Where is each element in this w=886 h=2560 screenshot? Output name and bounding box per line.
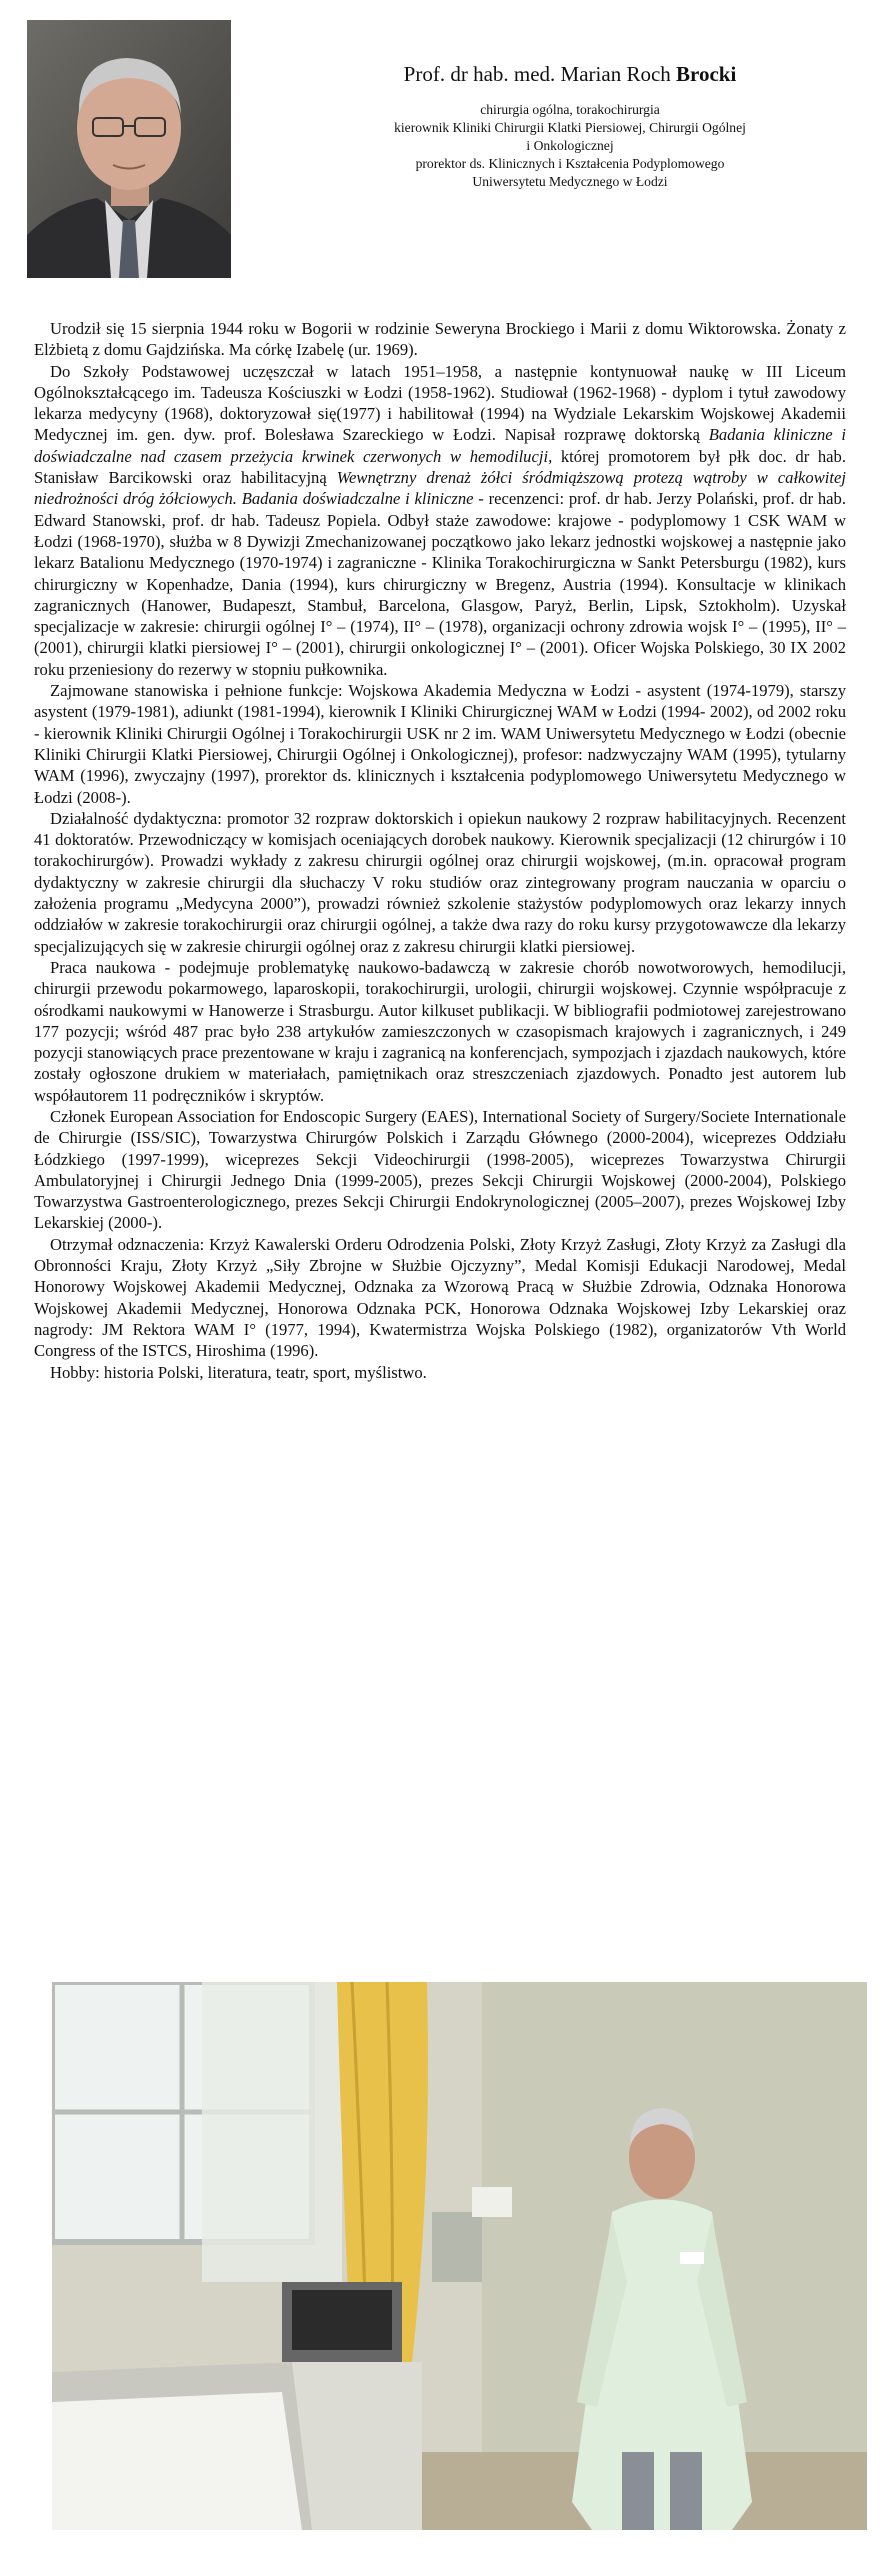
bio-paragraph-memberships: Członek European Association for Endoscopic Surgery (EAES), International Society of Surgery/Societe Internationale de Chirurgie (ISS/SIC), Towarzystwa Chirurgów Polskich i Zarządu Głównego (2000-2004), wiceprezes Oddziału Łódzkiego (1997-1999), wiceprezes Sekcji Videochirurgii (1998-2005), wiceprezes Towarzystwa Chirurgii Ambulatoryjnej i Chirurgii Jednego Dnia (1999-2005), prezes Sekcji Chirurgii Wojskowej (2000-2004), Polskiego Towarzystwa Gastroenterologicznego, prezes Sekcji Chirurgii Endokrynologicznej (2005–2007), prezes Wojskowej Izby Lekarskiej (2000-). [34,1106,846,1233]
bio-education-text: Do Szkoły Podstawowej uczęszczał w latach 1951–1958, a następnie kontynuował naukę w III Liceum Ogólnokształcącego im. Tadeusza Kościuszki w Łodzi (1958-1962). Studiował (1962-1968) - dyplom i tytuł zawodowy lekarza medycyny (1968), doktoryzował się(1977) i habilitował (1994) na Wydziale Lekarskim Wojskowej Akademii Medycznej im. gen. dyw. prof. Bolesława Szareckiego w Łodzi. Napisał rozprawę doktorską [34,361,846,445]
profile-header [290,62,850,191]
bio-paragraph-education [34,361,846,680]
name-prefix: Prof. dr hab. med. Marian Roch [403,62,677,86]
bio-education-text-3: - recenzenci: prof. dr hab. Jerzy Polański, prof. dr hab. Edward Stanowski, prof. dr hab. Tadeusz Popiela. Odbył staże zawodowe: krajowe - podyplomowy 1 CSK WAM w Łodzi (1968-1970), służba w 8 Dywizji Zmechanizowanej początkowo jako lekarz jednostki wojskowej a następnie jako lekarz Batalionu Medycznego (1970-1974) i zagraniczne - Klinika Torakochirurgiczna w Sankt Petersburgu (1982), kurs chirurgiczny w Kopenhadze, Dania (1994), kurs chirurgiczny w Bregenz, Austria (1994). Konsultacje w klinikach zagranicznych (Hanower, Budapeszt, Stambuł, Barcelona, Glasgow, Paryż, Berlin, Lipsk, Sztokholm). Uzyskał specjalizacje w zakresie: chirurgii ogólnej I° – (1974), II° – (1978), organizacji ochrony zdrowia wojsk I° – (1995), II° – (2001), chirurgii klatki piersiowej I° – (2001), chirurgii onkologicznej I° – (2001). Oficer Wojska Polskiego, 30 IX 2002 roku przeniesiony do rezerwy w stopniu pułkownika. [34,489,846,679]
hospital-room-photo [52,1982,867,2530]
position-line-4: prorektor ds. Klinicznych i Kształcenia Podyplomowego [415,156,725,171]
bio-paragraph-awards: Otrzymał odznaczenia: Krzyż Kawalerski Orderu Odrodzenia Polski, Złoty Krzyż Zasługi, Złoty Krzyż za Zasługi dla Obronności Kraju, Złoty Krzyż „Siły Zbrojne w Służbie Ojczyzny”, Medal Komisji Edukacji Narodowej, Medal Honorowy Wojskowej Akademii Medycznej, Odznaka za Wzorową Pracą w Służbie Zdrowia, Odznaka Honorowa Wojskowej Akademii Medycznej, Honorowa Odznaka PCK, Honorowa Odznaka Wojskowej Izby Lekarskiej oraz nagrody: JM Rektora WAM I° (1977, 1994), Kwatermistrza Wojska Polskiego (1982), organizatorów Vth World Congress of the ISTCS, Hiroshima (1996). [34,1234,846,1361]
biography [34,318,846,1383]
surname: Brocki [676,62,737,86]
person-name [290,62,850,87]
bio-education-text-2: której promotorem był płk doc. dr hab. Stanisław Barcikowski oraz habilitacyjną [34,446,846,488]
bio-paragraph-teaching: Działalność dydaktyczna: promotor 32 rozpraw doktorskich i opiekun naukowy 2 rozpraw habilitacyjnych. Recenzent 41 doktoratów. Przewodniczący w komisjach oceniających dorobek naukowy. Kierownik specjalizacji (12 chirurgów i 10 torakochirurgów). Prowadzi wykłady z zakresu chirurgii ogólnej oraz chirurgii wojskowej, (m.in. opracował program dydaktyczny w zakresie chirurgii dla słuchaczy V roku studiów oraz zintegrowany program nauczania w oparciu o założenia programu „Medycyna 2000”), prowadzi również szkolenie stażystów podyplomowych oraz lekarzy innych oddziałów w zakresie torakochirurgii oraz chirurgii ogólnej, a także dwa razy do roku kursy przygotowawcze dla lekarzy specjalizujących się w zakresie chirurgii ogólnej oraz z zakresu chirurgii klatki piersiowej. [34,808,846,956]
bio-paragraph-positions: Zajmowane stanowiska i pełnione funkcje: Wojskowa Akademia Medyczna w Łodzi - asystent (1974-1979), starszy asystent (1979-1981), adiunkt (1981-1994), kierownik I Kliniki Chirurgicznej WAM w Łodzi (1994- 2002), od 2002 roku - kierownik Kliniki Chirurgii Ogólnej i Torakochirurgii USK nr 2 im. WAM Uniwersytetu Medycznego w Łodzi (obecnie Kliniki Chirurgii Klatki Piersiowej, Chirurgii Ogólnej i Onkologicznej), profesor: nadzwyczajny WAM (1995), tytularny WAM (1996), zwyczajny (1997), prorektor ds. klinicznych i kształcenia podyplomowego Uniwersytetu Medycznego w Łodzi (2008-). [34,681,846,807]
habilitation-thesis-title: Wewnętrzny drenaż żółci śródmiąższową protezą wątroby w całkowitej niedrożności dróg żółciowych. Badania doświadczalne i kliniczne [34,468,846,509]
position-line-3: i Onkologicznej [526,138,614,153]
bio-paragraph-birth: Urodził się 15 sierpnia 1944 roku w Bogorii w rodzinie Seweryna Brockiego i Marii z domu Wiktorowska. Żonaty z Elżbietą z domu Gajdzińska. Ma córkę Izabelę (ur. 1969). [34,319,846,360]
position-line-2: kierownik Kliniki Chirurgii Klatki Piersiowej, Chirurgii Ogólnej [394,120,746,135]
doctoral-thesis-title: Badania kliniczne i doświadczalne nad czasem przeżycia krwinek czerwonych w hemodilucji, [34,425,846,466]
portrait-photo [27,20,231,278]
bio-paragraph-research: Praca naukowa - podejmuje problematykę naukowo-badawczą w zakresie chorób nowotworowych, hemodilucji, chirurgii przewodu pokarmowego, laparoskopii, torakochirurgii, urologii, chirurgii wojskowej. Czynnie współpracuje z ośrodkami naukowymi w Hanowerze i Strasburgu. Autor kilkuset publikacji. W bibliografii podmiotowej zarejestrowano 177 pozycji; wśród 487 prac było 238 artykułów zamieszczonych w czasopismach krajowych i zagranicznych, i 249 pozycji stanowiących prace prezentowane w kraju i zagranicą na konferencjach, sympozjach i zjazdach naukowych, które zostały ogłoszone drukiem w materiałach, pamiętnikach oraz streszczeniach zjazdowych. Ponadto jest autorem lub współautorem 11 podręczników i skryptów. [34,957,846,1105]
bio-paragraph-hobby: Hobby: historia Polski, literatura, teatr, sport, myślistwo. [50,1362,427,1382]
position-line-1: chirurgia ogólna, torakochirurgia [480,102,660,117]
position-line-5: Uniwersytetu Medycznego w Łodzi [472,174,668,189]
